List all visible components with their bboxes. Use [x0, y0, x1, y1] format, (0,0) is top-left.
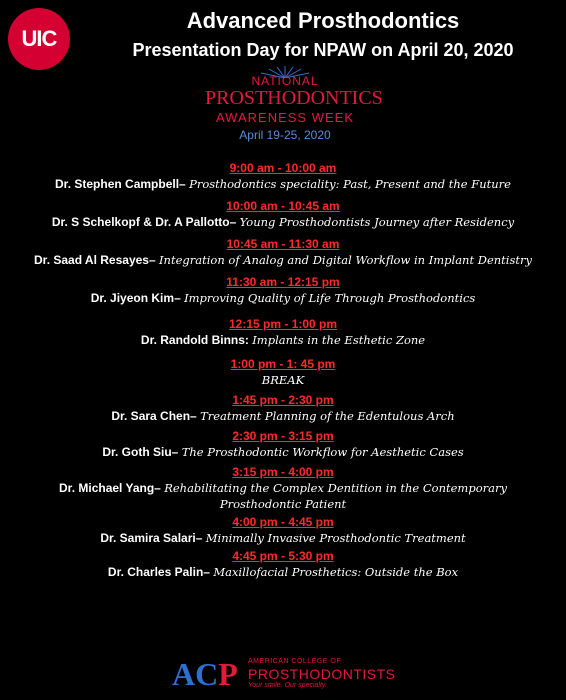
- slot-line: [0, 408, 566, 424]
- slot-time: 12:15 pm - 1:00 pm: [228, 317, 338, 331]
- acp-org-line-2: PROSTHODONTISTS: [248, 666, 396, 682]
- slot-topic: BREAK: [261, 373, 305, 387]
- npaw-dates: April 19-25, 2020: [239, 128, 331, 142]
- acp-letters: [172, 656, 238, 693]
- schedule-slot: [0, 514, 566, 546]
- slot-time: 11:30 am - 12:15 pm: [226, 275, 340, 289]
- slot-topic: The Prosthodontic Workflow for Aesthetic Cases: [181, 445, 464, 459]
- slot-speaker: Dr. Charles Palin: [107, 565, 204, 579]
- schedule-slot: [0, 198, 566, 230]
- slot-time: 1:00 pm - 1: 45 pm: [230, 357, 336, 371]
- slot-speaker: Dr. Sara Chen: [111, 409, 191, 423]
- slot-speaker: Dr. Michael Yang: [59, 481, 155, 495]
- schedule-slot: [0, 548, 566, 580]
- slot-separator: –: [154, 481, 161, 495]
- npaw-logo: [205, 66, 383, 150]
- schedule-slot: [0, 316, 566, 348]
- slot-speaker: Dr. Jiyeon Kim: [90, 291, 175, 305]
- slot-speaker: Dr. Stephen Campbell: [55, 177, 180, 191]
- slot-separator: –: [171, 445, 179, 459]
- slot-separator: –: [203, 565, 210, 579]
- slot-time: 1:45 pm - 2:30 pm: [232, 393, 334, 407]
- slot-time: 10:00 am - 10:45 am: [226, 199, 340, 213]
- schedule: [0, 160, 566, 580]
- page-subtitle: Presentation Day for NPAW on April 20, 2020: [132, 40, 514, 60]
- slot-separator: :: [244, 333, 249, 347]
- slot-line: [0, 332, 566, 348]
- acp-org-line-1: AMERICAN COLLEGE OF: [248, 658, 342, 665]
- slot-time: 10:45 am - 11:30 am: [226, 237, 340, 251]
- npaw-line-3: AWARENESS WEEK: [215, 110, 354, 125]
- slot-topic: Improving Quality of Life Through Prosthodontics: [184, 291, 476, 305]
- slot-separator: –: [174, 291, 181, 305]
- slot-line: [0, 252, 566, 268]
- slot-speaker: Dr. Saad Al Resayes: [34, 253, 149, 267]
- slot-separator: –: [179, 177, 186, 191]
- slot-separator: –: [190, 409, 197, 423]
- slot-time: 4:45 pm - 5:30 pm: [232, 549, 334, 563]
- schedule-slot: [0, 274, 566, 306]
- schedule-slot: [0, 356, 566, 388]
- slot-time: 3:15 pm - 4:00 pm: [232, 465, 334, 479]
- schedule-slot: [0, 464, 566, 512]
- slot-topic: Young Prosthodontists Journey after Residency: [239, 215, 515, 229]
- slot-topic: Prosthodontics speciality: Past, Present and the Future: [189, 177, 511, 191]
- slot-line: [0, 372, 566, 388]
- acp-logo: [172, 656, 402, 692]
- slot-speaker: Dr. Randold Binns: [140, 333, 245, 347]
- slot-topic: Minimally Invasive Prosthodontic Treatment: [205, 531, 466, 545]
- slot-line: [0, 480, 566, 512]
- slot-speaker: Dr. Samira Salari: [100, 531, 196, 545]
- slot-line: [0, 564, 566, 580]
- slot-topic: Integration of Analog and Digital Workflow in Implant Dentistry: [159, 253, 532, 267]
- schedule-slot: [0, 392, 566, 424]
- acp-letter-a: A: [172, 656, 196, 692]
- slot-topic: Rehabilitating the Complex Dentition in the Contemporary Prosthodontic Patient: [164, 481, 507, 511]
- uic-logo: UIC: [8, 8, 70, 70]
- slot-time: 4:00 pm - 4:45 pm: [232, 515, 334, 529]
- slot-line: [0, 530, 566, 546]
- schedule-slot: [0, 428, 566, 460]
- slot-topic: Treatment Planning of the Edentulous Arch: [200, 409, 455, 423]
- slot-line: [0, 214, 566, 230]
- schedule-slot: [0, 160, 566, 192]
- acp-letter-c: C: [195, 656, 219, 692]
- page-title: Advanced Prosthodontics: [186, 8, 460, 33]
- acp-letter-p: P: [218, 656, 238, 692]
- slot-line: [0, 290, 566, 306]
- slot-separator: –: [148, 253, 156, 267]
- slot-speaker: Dr. Goth Siu: [102, 445, 172, 459]
- slot-speaker: Dr. S Schelkopf & Dr. A Pallotto: [51, 215, 230, 229]
- slot-separator: –: [229, 215, 237, 229]
- npaw-line-2: PROSTHODONTICS: [205, 87, 383, 109]
- slot-topic: Implants in the Esthetic Zone: [252, 333, 426, 347]
- slot-time: 2:30 pm - 3:15 pm: [232, 429, 334, 443]
- npaw-line-1: NATIONAL: [251, 74, 319, 88]
- slot-separator: –: [195, 531, 203, 545]
- slot-line: [0, 444, 566, 460]
- slot-time: 9:00 am - 10:00 am: [229, 161, 337, 175]
- slot-topic: Maxillofacial Prosthetics: Outside the Box: [213, 565, 459, 579]
- schedule-slot: [0, 236, 566, 268]
- slot-line: [0, 176, 566, 192]
- acp-tagline: Your smile. Our specialty.: [248, 682, 327, 689]
